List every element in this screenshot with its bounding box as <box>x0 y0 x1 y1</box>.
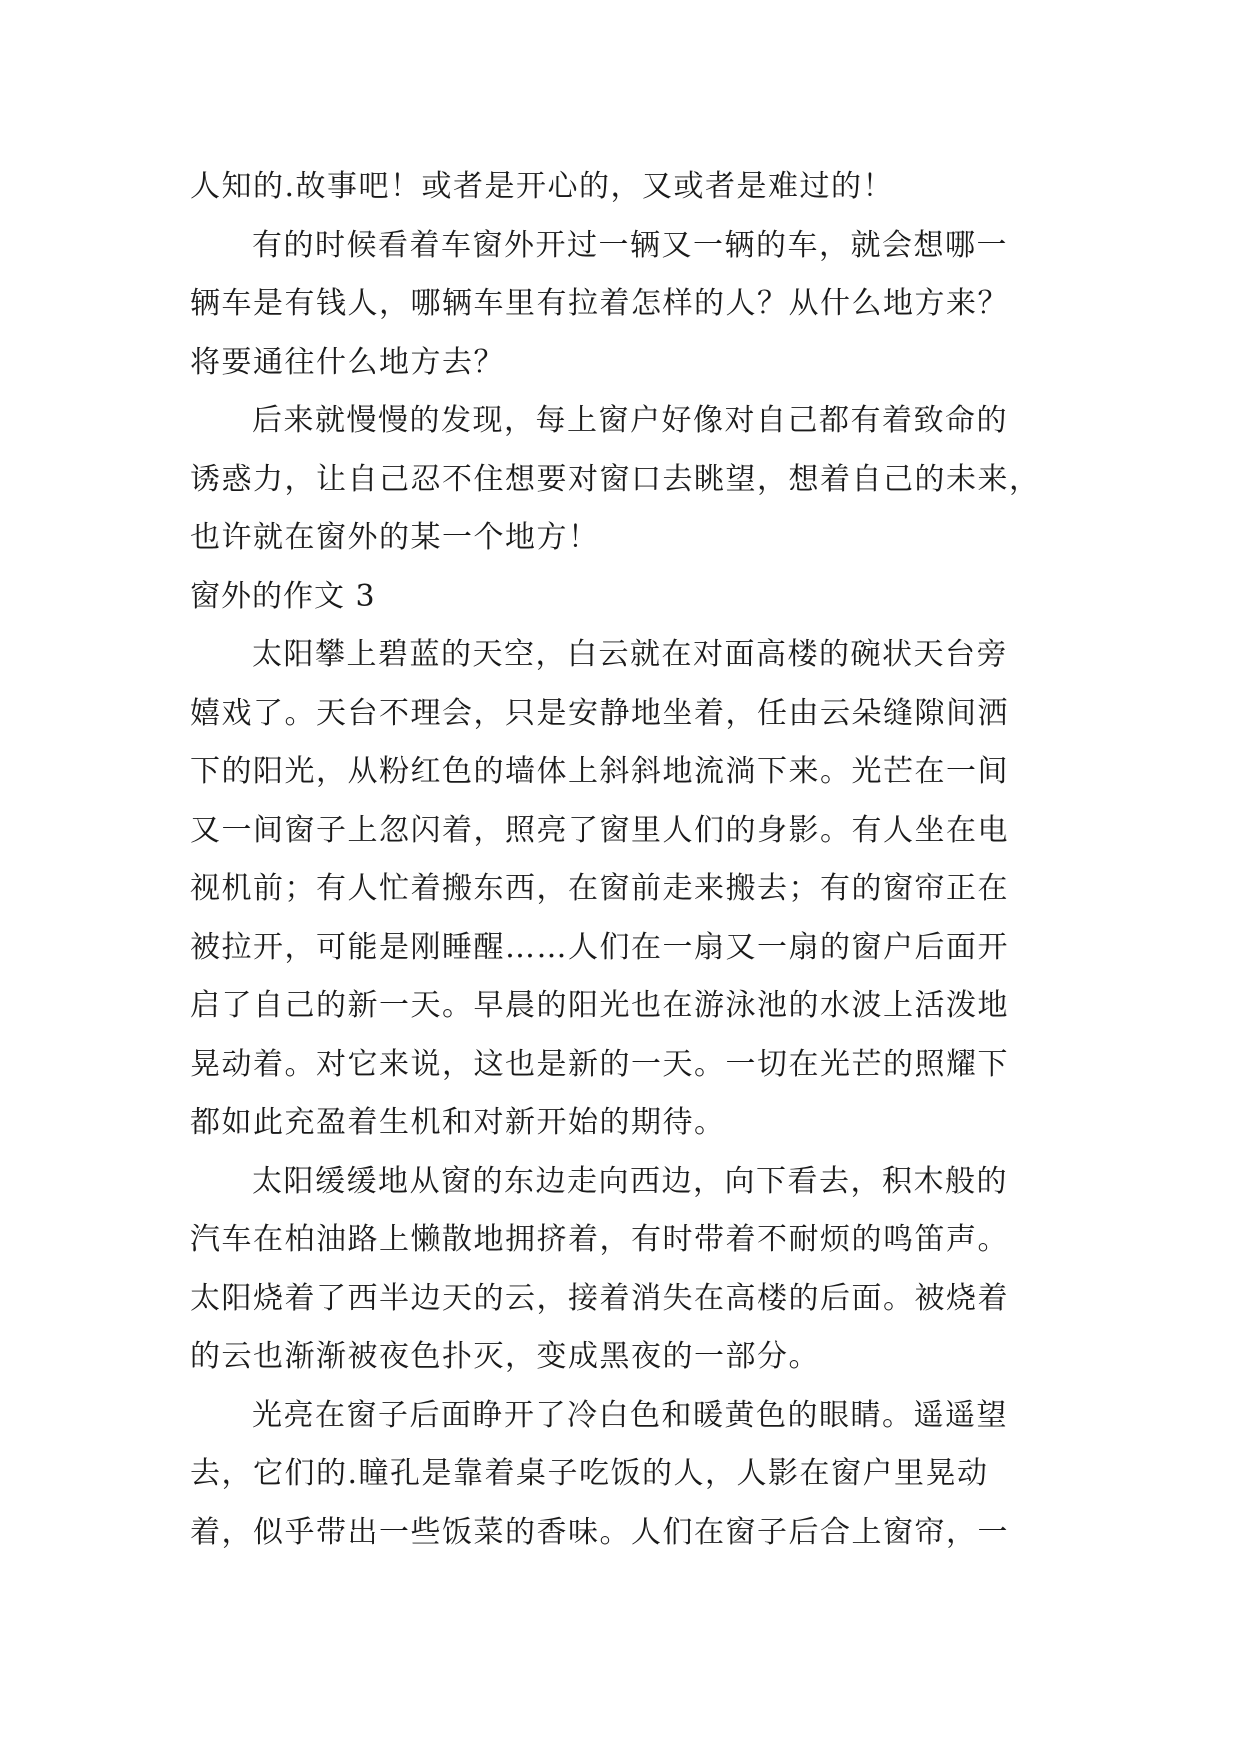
text-line: 都如此充盈着生机和对新开始的期待。 <box>190 1105 726 1140</box>
text-line: 启了自己的新一天。早晨的阳光也在游泳池的水波上活泼地 <box>190 988 1009 1023</box>
text-line: 被拉开，可能是刚睡醒……人们在一扇又一扇的窗户后面开 <box>190 929 1009 965</box>
text-line: 下的阳光，从粉红色的墙体上斜斜地流淌下来。光芒在一间 <box>190 754 1009 789</box>
document-body <box>190 158 1065 1562</box>
text-line: 辆车是有钱人，哪辆车里有拉着怎样的人？从什么地方来？ <box>190 286 1009 321</box>
text-line: 晃动着。对它来说，这也是新的一天。一切在光芒的照耀下 <box>190 1046 1009 1082</box>
text-line: 去，它们的.瞳孔是靠着桌子吃饭的人，人影在窗户里晃动 <box>190 1456 989 1491</box>
text-line: 人知的.故事吧！或者是开心的，又或者是难过的！ <box>190 169 895 204</box>
paragraph-start-line: 有的时候看着车窗外开过一辆又一辆的车，就会想哪一 <box>252 227 1008 263</box>
paragraph-start-line: 光亮在窗子后面睁开了冷白色和暖黄色的眼睛。遥遥望 <box>252 1397 1008 1433</box>
section-heading: 窗外的作文 3 <box>190 578 376 614</box>
text-line: 汽车在柏油路上懒散地拥挤着，有时带着不耐烦的鸣笛声。 <box>190 1222 1009 1257</box>
paragraph-start-line: 太阳缓缓地从窗的东边走向西边，向下看去，积木般的 <box>252 1163 1008 1199</box>
text-line: 的云也渐渐被夜色扑灭，变成黑夜的一部分。 <box>190 1339 820 1374</box>
paragraph-start-line: 后来就慢慢的发现，每上窗户好像对自己都有着致命的 <box>252 403 1008 438</box>
text-line: 太阳烧着了西半边天的云，接着消失在高楼的后面。被烧着 <box>190 1280 1009 1316</box>
text-line: 也许就在窗外的某一个地方！ <box>190 520 600 555</box>
text-line: 着，似乎带出一些饭菜的香味。人们在窗子后合上窗帘，一 <box>190 1514 1009 1550</box>
paragraph-start-line: 太阳攀上碧蓝的天空，白云就在对面高楼的碗状天台旁 <box>252 637 1008 672</box>
text-line: 视机前；有人忙着搬东西，在窗前走来搬去；有的窗帘正在 <box>190 871 1009 906</box>
text-line: 将要通往什么地方去？ <box>190 344 505 380</box>
text-line: 嬉戏了。天台不理会，只是安静地坐着，任由云朵缝隙间洒 <box>190 695 1009 731</box>
text-line: 诱惑力，让自己忍不住想要对窗口去眺望，想着自己的未来， <box>190 461 1041 497</box>
text-line: 又一间窗子上忽闪着，照亮了窗里人们的身影。有人坐在电 <box>190 812 1009 848</box>
